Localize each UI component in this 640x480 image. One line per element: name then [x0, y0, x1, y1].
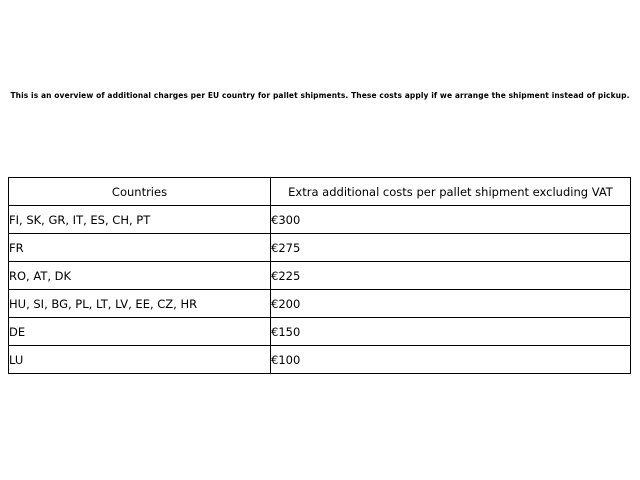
countries-cell: HU, SI, BG, PL, LT, LV, EE, CZ, HR [9, 290, 271, 318]
table-row [9, 290, 631, 318]
shipment-charges-notice: This is an overview of additional charges per EU country for pallet shipments. These costs apply if we arrange the shipment instead of pickup. [10, 91, 630, 100]
cost-cell: €150 [271, 318, 631, 346]
table-row [9, 234, 631, 262]
countries-cell: FI, SK, GR, IT, ES, CH, PT [9, 206, 271, 234]
cost-cell: €275 [271, 234, 631, 262]
countries-cell: DE [9, 318, 271, 346]
countries-cell: RO, AT, DK [9, 262, 271, 290]
cost-cell: €300 [271, 206, 631, 234]
charges-table [8, 177, 631, 374]
table-header-costs: Extra additional costs per pallet shipment excluding VAT [271, 178, 631, 206]
countries-cell: LU [9, 346, 271, 374]
table-row [9, 318, 631, 346]
table-row [9, 346, 631, 374]
table-header-countries: Countries [9, 178, 271, 206]
cost-cell: €100 [271, 346, 631, 374]
cost-cell: €200 [271, 290, 631, 318]
table-row [9, 262, 631, 290]
countries-cell: FR [9, 234, 271, 262]
table-header-row [9, 178, 631, 206]
table-row [9, 206, 631, 234]
cost-cell: €225 [271, 262, 631, 290]
